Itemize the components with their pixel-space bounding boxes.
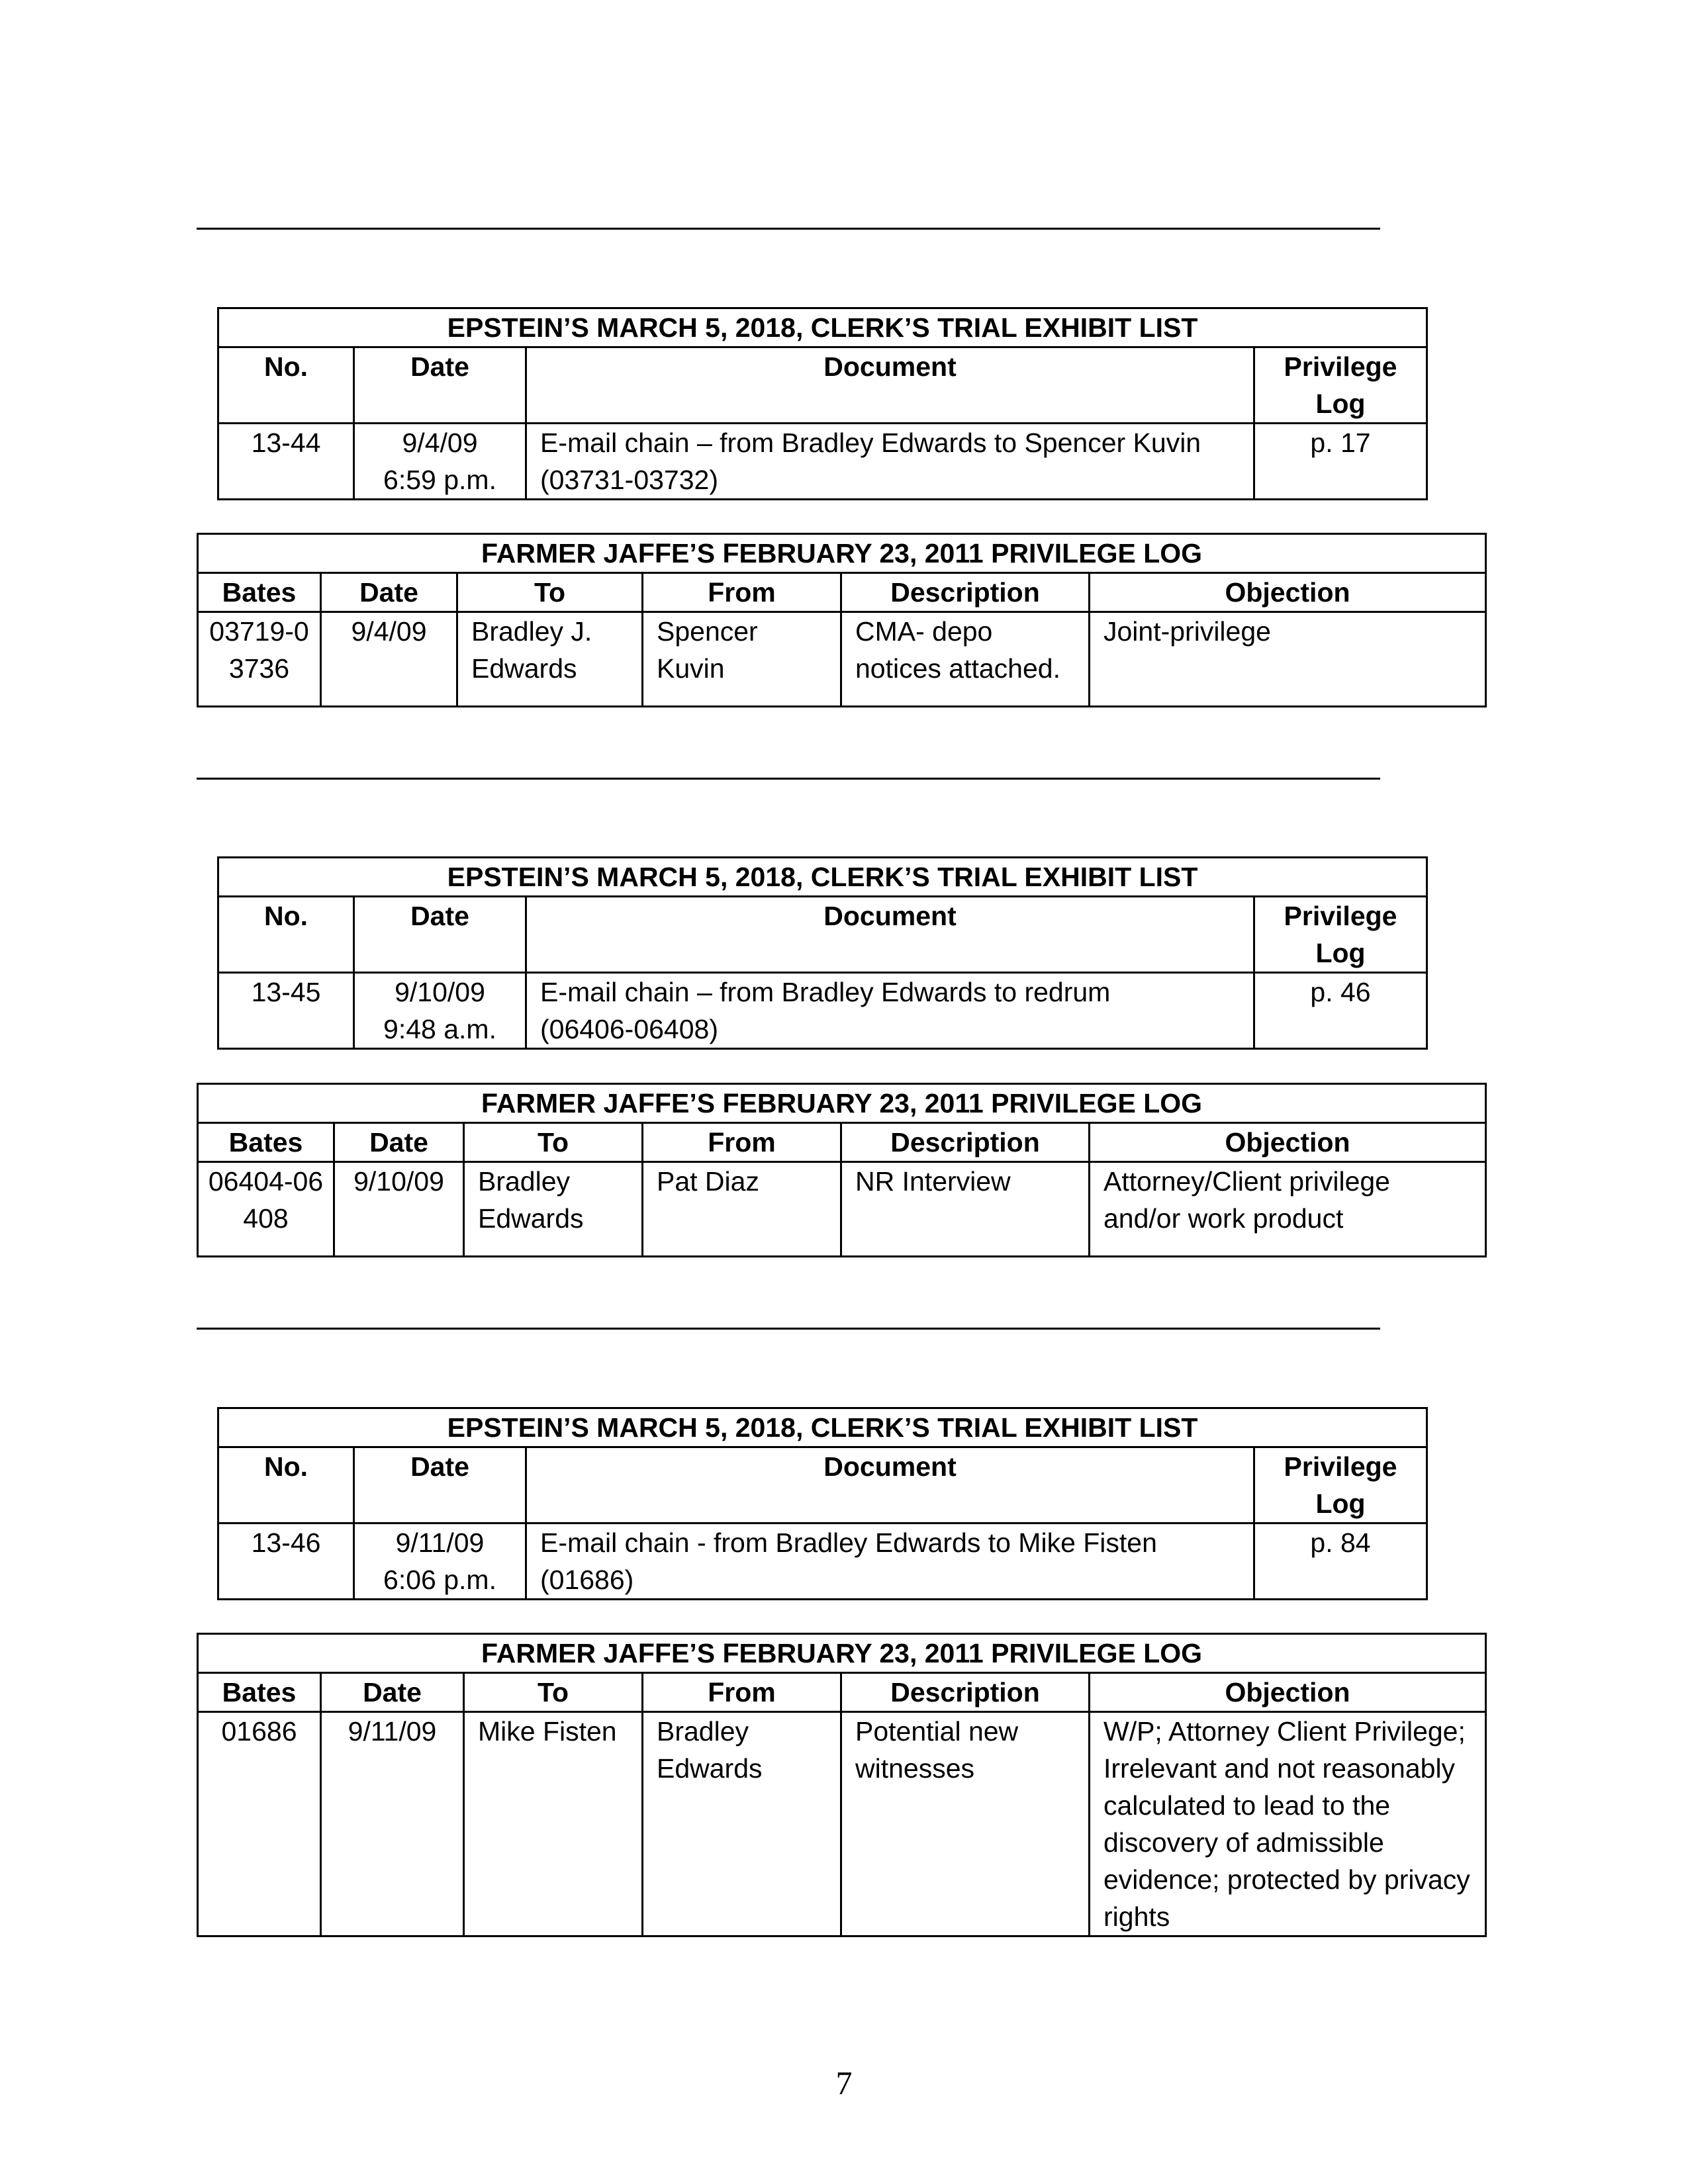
- header-to: To: [464, 1673, 643, 1712]
- bates-number: 06404-06408: [198, 1162, 334, 1257]
- log-to: Bradley J. Edwards: [457, 612, 643, 707]
- bates-number: 01686: [198, 1712, 321, 1936]
- log-to: Bradley Edwards: [464, 1162, 643, 1257]
- header-description: Description: [841, 1123, 1090, 1162]
- header-no: No.: [218, 897, 354, 973]
- exhibit-number: 13-44: [218, 424, 354, 500]
- exhibit-date: 9/4/09: [402, 428, 478, 458]
- exhibit-privilege-log-page: p. 84: [1254, 1524, 1427, 1600]
- header-privilege-log: Privilege Log: [1254, 1447, 1427, 1524]
- section-divider: [197, 778, 1380, 780]
- exhibit-number: 13-46: [218, 1524, 354, 1600]
- exhibit-list-title: EPSTEIN’S MARCH 5, 2018, CLERK’S TRIAL EXHIBIT LIST: [218, 1408, 1427, 1447]
- header-date: Date: [354, 347, 526, 424]
- log-description: CMA- depo notices attached.: [841, 612, 1090, 707]
- exhibit-bates-range: (03731-03732): [540, 465, 718, 495]
- exhibit-list-title: EPSTEIN’S MARCH 5, 2018, CLERK’S TRIAL EXHIBIT LIST: [218, 858, 1427, 897]
- section-divider: [197, 228, 1380, 230]
- header-date: Date: [354, 1447, 526, 1524]
- log-to: Mike Fisten: [464, 1712, 643, 1936]
- header-objection: Objection: [1090, 1123, 1486, 1162]
- exhibit-time: 6:59 p.m.: [383, 465, 496, 495]
- exhibit-list-table: [217, 307, 1428, 500]
- exhibit-document: E-mail chain – from Bradley Edwards to Spencer Kuvin: [540, 428, 1201, 458]
- log-from: Pat Diaz: [643, 1162, 841, 1257]
- privilege-log-title: FARMER JAFFE’S FEBRUARY 23, 2011 PRIVILEGE LOG: [198, 534, 1486, 573]
- exhibit-list-table: [217, 1407, 1428, 1600]
- exhibit-date-cell: [354, 1524, 526, 1600]
- exhibit-number: 13-45: [218, 973, 354, 1049]
- exhibit-privilege-log-page: p. 17: [1254, 424, 1427, 500]
- log-date: 9/11/09: [321, 1712, 464, 1936]
- log-objection: W/P; Attorney Client Privilege; Irrelevant and not reasonably calculated to lead to the discovery of admissible evidence; protected by privacy rights: [1090, 1712, 1486, 1936]
- header-bates: Bates: [198, 1673, 321, 1712]
- header-to: To: [464, 1123, 643, 1162]
- exhibit-document-cell: [526, 424, 1254, 500]
- header-document: Document: [526, 1447, 1254, 1524]
- exhibit-document: E-mail chain - from Bradley Edwards to Mike Fisten: [540, 1527, 1157, 1558]
- bates-number: 03719-03736: [198, 612, 321, 707]
- exhibit-document-cell: [526, 973, 1254, 1049]
- header-description: Description: [841, 1673, 1090, 1712]
- section-divider: [197, 1328, 1380, 1330]
- header-to: To: [457, 573, 643, 612]
- header-privilege-log: Privilege Log: [1254, 347, 1427, 424]
- table-row: [218, 1524, 1427, 1600]
- privilege-log-table: [197, 1633, 1487, 1937]
- log-from: Bradley Edwards: [643, 1712, 841, 1936]
- exhibit-date: 9/11/09: [395, 1527, 485, 1558]
- header-from: From: [643, 573, 841, 612]
- exhibit-document: E-mail chain – from Bradley Edwards to redrum: [540, 977, 1111, 1007]
- exhibit-bates-range: (01686): [540, 1565, 634, 1595]
- log-description: NR Interview: [841, 1162, 1090, 1257]
- exhibit-time: 9:48 a.m.: [383, 1014, 496, 1044]
- header-document: Document: [526, 347, 1254, 424]
- header-date: Date: [334, 1123, 464, 1162]
- privilege-log-title: FARMER JAFFE’S FEBRUARY 23, 2011 PRIVILEGE LOG: [198, 1084, 1486, 1123]
- privilege-log-title: FARMER JAFFE’S FEBRUARY 23, 2011 PRIVILEGE LOG: [198, 1634, 1486, 1673]
- header-description: Description: [841, 573, 1090, 612]
- table-row: [218, 424, 1427, 500]
- log-description: Potential new witnesses: [841, 1712, 1090, 1936]
- exhibit-privilege-log-page: p. 46: [1254, 973, 1427, 1049]
- log-objection: Joint-privilege: [1090, 612, 1486, 707]
- privilege-log-table: [197, 1083, 1487, 1257]
- header-bates: Bates: [198, 573, 321, 612]
- table-row: [218, 973, 1427, 1049]
- header-no: No.: [218, 347, 354, 424]
- header-date: Date: [321, 1673, 464, 1712]
- header-no: No.: [218, 1447, 354, 1524]
- exhibit-bates-range: (06406-06408): [540, 1014, 718, 1044]
- header-bates: Bates: [198, 1123, 334, 1162]
- table-row: [198, 1162, 1486, 1257]
- table-row: [198, 1712, 1486, 1936]
- exhibit-list-table: [217, 856, 1428, 1050]
- privilege-log-table: [197, 533, 1487, 707]
- log-date: 9/10/09: [334, 1162, 464, 1257]
- page-number: 7: [835, 2064, 853, 2101]
- header-document: Document: [526, 897, 1254, 973]
- exhibit-time: 6:06 p.m.: [383, 1565, 496, 1595]
- log-from: Spencer Kuvin: [643, 612, 841, 707]
- header-from: From: [643, 1673, 841, 1712]
- table-row: [198, 612, 1486, 707]
- exhibit-date-cell: [354, 424, 526, 500]
- header-date: Date: [321, 573, 457, 612]
- header-date: Date: [354, 897, 526, 973]
- header-objection: Objection: [1090, 1673, 1486, 1712]
- log-objection: Attorney/Client privilege and/or work product: [1090, 1162, 1486, 1257]
- exhibit-date-cell: [354, 973, 526, 1049]
- exhibit-date: 9/10/09: [395, 977, 485, 1007]
- exhibit-list-title: EPSTEIN’S MARCH 5, 2018, CLERK’S TRIAL EXHIBIT LIST: [218, 308, 1427, 347]
- header-privilege-log: Privilege Log: [1254, 897, 1427, 973]
- exhibit-document-cell: [526, 1524, 1254, 1600]
- log-date: 9/4/09: [321, 612, 457, 707]
- header-from: From: [643, 1123, 841, 1162]
- header-objection: Objection: [1090, 573, 1486, 612]
